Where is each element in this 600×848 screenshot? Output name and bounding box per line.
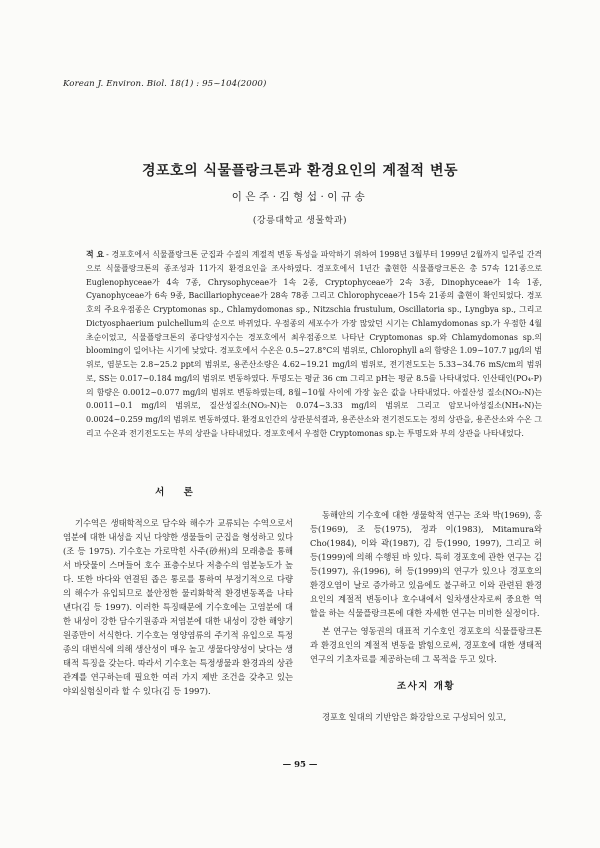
right-column <box>310 508 542 724</box>
intro-paragraph-2: 동해안의 기수호에 대한 생물학적 연구는 조와 박(1969), 홍 등(1969), 조 등(1975), 정과 이(1983), Mitamura와 Cho(1984), 이와 곽(1987), 김 등(1990, 1997), 그리고 허 등(1999)에 의해 수행된 바 있다. 특히 경포호에 관한 연구는 김 등(1997), 유(1996), 허 등(1999)의 연구가 있으나 경포호의 환경오염이 날로 증가하고 있음에도 불구하고 이와 관련된 환경요인의 계절적 변동이나 호수내에서 일차생산자로써 중요한 역할을 하는 식물플랑크톤에 대한 자세한 연구는 미비한 실정이다. <box>310 510 542 618</box>
paper-title: 경포호의 식물플랑크톤과 환경요인의 계절적 변동 <box>142 163 458 179</box>
section-heading-introduction: 서 론 <box>155 487 201 498</box>
page-number: — 95 — <box>282 760 318 770</box>
author-affiliation: (강릉대학교 생물학과) <box>252 216 348 226</box>
abstract-text: - 경포호에서 식물플랑크톤 군집과 수질의 계절적 변동 특성을 파악하기 위하여 1998년 3월부터 1999년 2월까지 일주일 간격으로 식물플랑크톤의 종조성과 11가지 환경요인을 조사하였다. 경포호에서 1년간 출현한 식물플랑크톤은 총 57속 121종으로 Euglenophyceae가 4속 7종, Chrysophyceae가 1속 2종, Cryptophyceae가 2속 3종, Dinophyceae가 1속 1종, Cyanophyceae가 6속 9종, Bacillariophyceae가 28속 78종 그리고 Chlorophyceae가 15속 21종의 출현이 확인되었다. 경포호의 주요우점종은 Cryptomonas sp., Chlamydomonas sp., Nitzschia frustulum, Oscillatoria sp., Lyngbya sp., 그리고 Dictyosphaerium pulchellum의 순으로 바뀌었다. 우점종의 세포수가 가장 많았던 시기는 Chlamydomonas sp.가 우점한 4월 초순이었고, 식물플랑크톤의 종다양성지수는 경포호에서 최우점종으로 나타난 Cryptomonas sp.와 Chlamydomonas sp.의 blooming이 일어나는 시기에 낮았다. 경포호에서 수온은 0.5~27.8°C의 범위로, Chlorophyll a의 함량은 1.09~107.7 μg/l의 범위로, 염분도는 2.8~25.2 ppt의 범위로, 용존산소량은 4.62~19.21 mg/l의 범위로, 전기전도도는 5.33~34.76 mS/cm의 범위로, SS는 0.017~0.184 mg/l의 범위로 변동하였다. 투명도는 평균 36 cm 그리고 pH는 평균 8.5를 나타내었다. 인산태인(PO₄-P)의 함량은 0.0012~0.077 mg/l의 범위로 변동하였는데, 8월~10월 사이에 가장 높은 값을 나타내었다. 아질산성 질소(NO₂-N)는 0.0011~0.1 mg/l의 범위로, 질산성질소(NO₃-N)는 0.074~3.33 mg/l의 범위로 그리고 암모니아성질소(NH₄-N)는 0.0024~0.259 mg/l의 범위로 변동하였다. 환경요인간의 상관분석결과, 용존산소와 전기전도도는 정의 상관을, 용존산소와 수온 그리고 수온과 전기전도도는 부의 상관을 나타내었다. 경포호에서 우점한 Cryptomonas sp.는 투명도와 부의 상관을 나타내었다. <box>86 250 542 438</box>
author-list: 이은주·김형섭·이규송 <box>231 191 369 203</box>
section-heading-study-area: 조사지 개황 <box>396 681 456 692</box>
abstract-label: 적 요 <box>86 250 105 259</box>
intro-paragraph-3: 본 연구는 영동권의 대표적 기수호인 경포호의 식물플랑크톤과 환경요인의 계절적 변동을 밝힘으로써, 경포호에 대한 생태적 연구의 기초자료를 제공하는데 그 목적을 두고 있다. <box>310 626 542 664</box>
study-area-paragraph: 경포호 일대의 기반암은 화강암으로 구성되어 있고, <box>322 712 507 722</box>
intro-paragraph-1: 기수역은 생태학적으로 담수와 해수가 교류되는 수역으로서 염분에 대한 내성을 지닌 다양한 생물들이 군집을 형성하고 있다(조 등 1975). 기수호는 가로막힌 사주(砂州)의 모래층을 통해서 바닷물이 스며들어 호수 표층수보다 저층수의 염분농도가 높다. 또한 바다와 연결된 좁은 통로를 통하여 부정기적으로 다량의 해수가 유입되므로 불안정한 물리화학적 환경변동폭을 나타낸다(김 등 1997). 이러한 특징때문에 기수호에는 고염분에 대한 내성이 강한 담수기원종과 저염분에 대한 내성이 강한 해양기원종만이 서식한다. 기수호는 영양염류의 주기적 유입으로 특정종의 대번식에 의해 생산성이 매우 높고 생물다양성이 낮다는 생태적 특징을 갖는다. 따라서 기수호는 특정생물과 환경과의 상관관계를 연구하는데 필요한 여러 가지 제반 조건을 갖추고 있는 야외실험실이라 할 수 있다(김 등 1997). <box>63 518 293 696</box>
abstract <box>86 248 542 441</box>
journal-header: Korean J. Environ. Biol. 18(1) : 95~104(2000) <box>63 79 267 89</box>
left-column <box>63 487 293 698</box>
